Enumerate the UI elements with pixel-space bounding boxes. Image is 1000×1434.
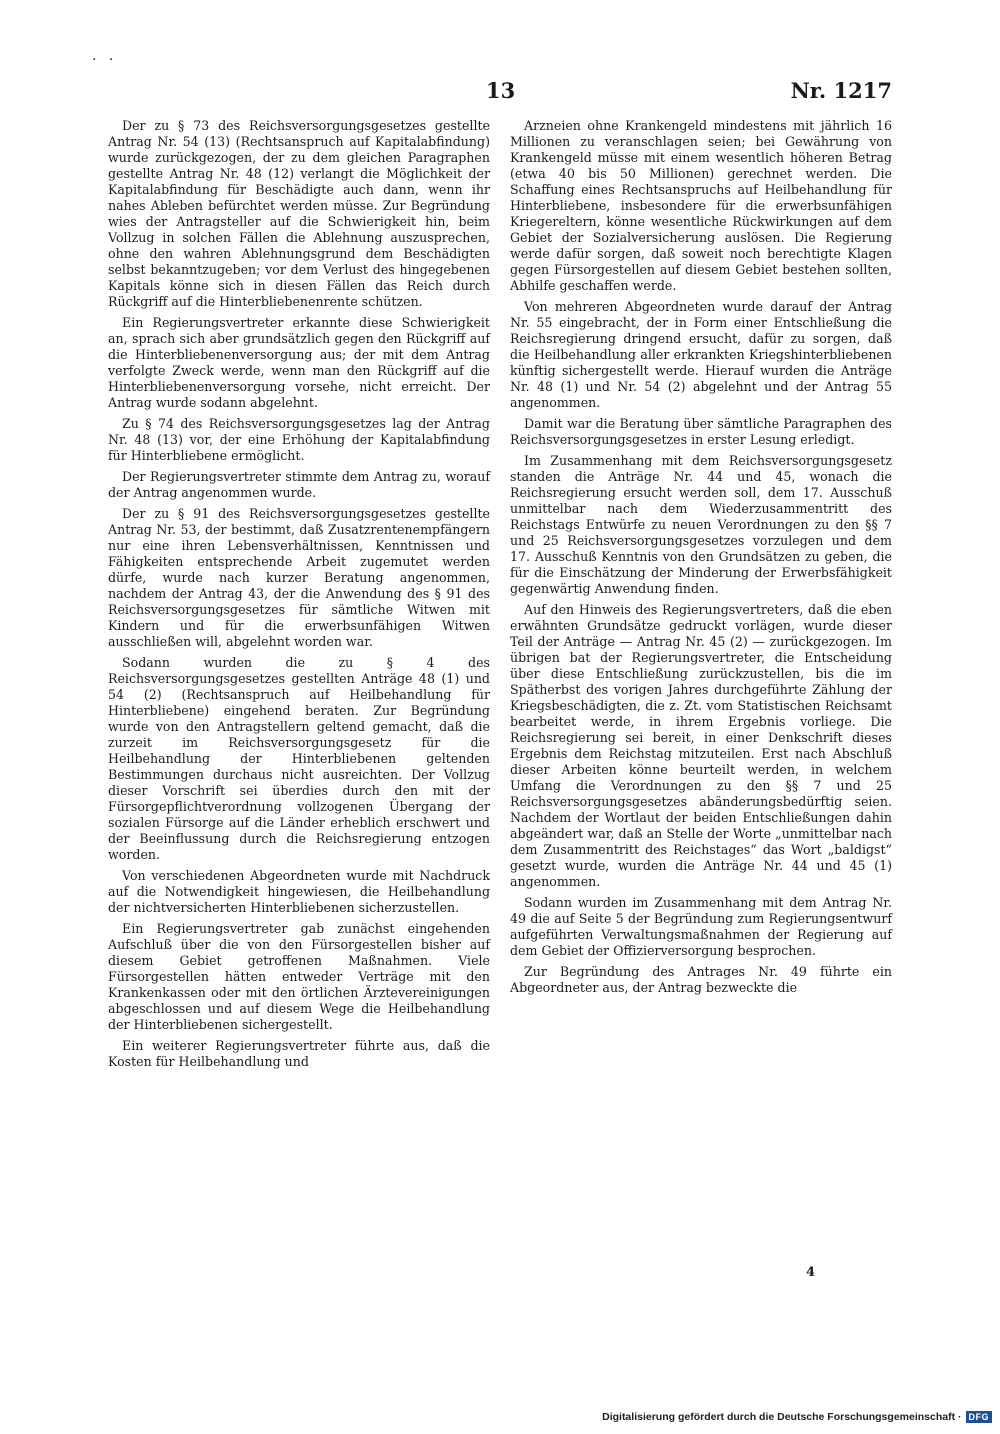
paragraph: Sodann wurden die zu § 4 des Reichsversorgungsgesetzes gestellten Anträge 48 (1) und 54 (2) (Rechtsanspruch auf Heilbehandlung für Hinterbliebene) eingehend beraten. Zur Begründung wurde von den Antragstellern geltend gemacht, daß die zurzeit im Reichsversorgungsgesetz für die Heilbehandlung der Hinterbliebenen geltenden Bestimmungen durchaus nicht ausreichten. Der Vollzug dieser Vorschrift sei überdies durch den mit der Fürsorgepflichtverordnung vollzogenen Übergang der sozialen Fürsorge auf die Länder erheblich erschwert und der Beeinflussung durch die Reichsregierung entzogen worden. [108, 655, 490, 862]
paragraph: Der zu § 73 des Reichsversorgungsgesetzes gestellte Antrag Nr. 54 (13) (Rechtsanspruch auf Kapitalabfindung) wurde zurückgezogen, der zu dem gleichen Paragraphen gestellte Antrag Nr. 48 (12) verlangt die Möglichkeit der Kapitalabfindung für Beschädigte auch dann, wenn ihr nahes Ableben befürchtet werden müsse. Zur Begründung wies der Antragsteller auf die Schwierigkeit hin, beim Vollzug in solchen Fällen die Ablehnung auszusprechen, ohne den wahren Ablehnungsgrund dem Beschädigten selbst bekanntzugeben; vor dem Verlust des hingegebenen Kapitals könne sich in diesen Fällen das Reich durch Rückgriff auf die Hinterbliebenenrente schützen. [108, 118, 490, 309]
paragraph: Zu § 74 des Reichsversorgungsgesetzes lag der Antrag Nr. 48 (13) vor, der eine Erhöhung der Kapitalabfindung für Hinterbliebene ermöglicht. [108, 416, 490, 463]
paragraph: Zur Begründung des Antrages Nr. 49 führte ein Abgeordneter aus, der Antrag bezweckte die [510, 964, 892, 995]
paragraph: Arzneien ohne Krankengeld mindestens mit jährlich 16 Millionen zu veranschlagen seien; bei Gewährung von Krankengeld müsse mit einem wesentlich höheren Betrag (etwa 40 bis 50 Millionen) gerechnet werden. Die Schaffung eines Rechtsanspruchs auf Heilbehandlung für Hinterbliebene, insbesondere für die erwerbsunfähigen Kriegereltern, könne wesentliche Rückwirkungen auf dem Gebiet der Sozialversicherung auslösen. Die Regierung werde dafür sorgen, daß soweit noch berechtigte Klagen gegen Fürsorgestellen auf diesem Gebiet bestehen sollten, Abhilfe geschaffen werde. [510, 118, 892, 293]
paragraph: Von verschiedenen Abgeordneten wurde mit Nachdruck auf die Notwendigkeit hingewiesen, die Heilbehandlung der nichtversicherten Hinterbliebenen sicherzustellen. [108, 868, 490, 915]
paragraph: Der Regierungsvertreter stimmte dem Antrag zu, worauf der Antrag angenommen wurde. [108, 469, 490, 500]
document-number: Nr. 1217 [790, 78, 892, 103]
paragraph: Auf den Hinweis des Regierungsvertreters, daß die eben erwähnten Grundsätze gedruckt vorlägen, wurde dieser Teil der Anträge — Antrag Nr. 45 (2) — zurückgezogen. Im übrigen bat der Regierungsvertreter, die Entscheidung über diese Entschließung zurückzustellen, bis die im Spätherbst des vorigen Jahres durchgeführte Zählung der Kriegsbeschädigten, die z. Zt. vom Statistischen Reichsamt bearbeitet werde, in ihrem Ergebnis vorliege. Die Reichsregierung sei bereit, in einer Denkschrift dieses Ergebnis dem Reichstag mitzuteilen. Erst nach Abschluß dieser Arbeiten könne beurteilt werden, in welchem Umfang die Verordnungen zu den §§ 7 und 25 Reichsversorgungsgesetzes abänderungsbedürftig seien. Nachdem der Wortlaut der beiden Entschließungen dahin abgeändert war, daß an Stelle der Worte „unmittelbar nach dem Zusammentritt des Reichstages“ das Wort „baldigst“ gesetzt wurde, wurden die Anträge Nr. 44 und 45 (1) angenommen. [510, 602, 892, 889]
page-marks: · · [92, 52, 118, 68]
paragraph: Ein weiterer Regierungsvertreter führte aus, daß die Kosten für Heilbehandlung und [108, 1038, 490, 1069]
paragraph: Von mehreren Abgeordneten wurde darauf der Antrag Nr. 55 eingebracht, der in Form einer Entschließung die Reichsregierung dringend ersucht, dafür zu sorgen, daß die Heilbehandlung aller erkrankten Kriegshinterbliebenen künftig sichergestellt werde. Hierauf wurden die Anträge Nr. 48 (1) und Nr. 54 (2) abgelehnt und der Antrag 55 angenommen. [510, 299, 892, 410]
sheet-signature: 4 [806, 1265, 816, 1280]
page-number: 13 [486, 78, 516, 103]
left-column [108, 118, 490, 1075]
dfg-logo-icon: DFG [966, 1411, 993, 1423]
paragraph: Der zu § 91 des Reichsversorgungsgesetzes gestellte Antrag Nr. 53, der bestimmt, daß Zusatzrentenempfängern nur eine ihren Lebensverhältnissen, Kenntnissen und Fähigkeiten entsprechende Arbeit zugemutet werden dürfe, wurde nach kurzer Beratung angenommen, nachdem der Antrag 43, der die Anwendung des § 91 des Reichsversorgungsgesetzes für sämtliche Witwen mit Kindern und für die erwerbsunfähigen Witwen ausschließen will, abgelehnt worden war. [108, 506, 490, 649]
footer-credit: Digitalisierung gefördert durch die Deutsche Forschungsgemeinschaft · [602, 1411, 962, 1423]
paragraph: Ein Regierungsvertreter erkannte diese Schwierigkeit an, sprach sich aber grundsätzlich gegen den Rückgriff auf die Hinterbliebenenversorgung aus; der mit dem Antrag verfolgte Zweck werde, wenn man den Rückgriff auf die Hinterbliebenenversorgung vorsehe, nicht erreicht. Der Antrag wurde sodann abgelehnt. [108, 315, 490, 410]
paragraph: Im Zusammenhang mit dem Reichsversorgungsgesetz standen die Anträge Nr. 44 und 45, wonach die Reichsregierung ersucht werden soll, dem 17. Ausschuß unmittelbar nach dem Wiederzusammentritt des Reichstags Entwürfe zu neuen Verordnungen zu den §§ 7 und 25 Reichsversorgungsgesetzes vorzulegen und dem 17. Ausschuß Kenntnis von den Grundsätzen zu geben, die für die Einschätzung der Minderung der Erwerbsfähigkeit gegenwärtig Anwendung finden. [510, 453, 892, 596]
paragraph: Damit war die Beratung über sämtliche Paragraphen des Reichsversorgungsgesetzes in erster Lesung erledigt. [510, 416, 892, 447]
right-column [510, 118, 892, 1001]
footer [602, 1411, 992, 1423]
paragraph: Sodann wurden im Zusammenhang mit dem Antrag Nr. 49 die auf Seite 5 der Begründung zum Regierungsentwurf aufgeführten Verwaltungsmaßnahmen der Regierung auf dem Gebiet der Offizierversorgung besprochen. [510, 895, 892, 958]
paragraph: Ein Regierungsvertreter gab zunächst eingehenden Aufschluß über die von den Fürsorgestellen bisher auf diesem Gebiet getroffenen Maßnahmen. Viele Fürsorgestellen hätten entweder Verträge mit den Krankenkassen oder mit den örtlichen Ärztevereinigungen abgeschlossen und auf diesem Wege die Heilbehandlung der Hinterbliebenen sichergestellt. [108, 921, 490, 1032]
